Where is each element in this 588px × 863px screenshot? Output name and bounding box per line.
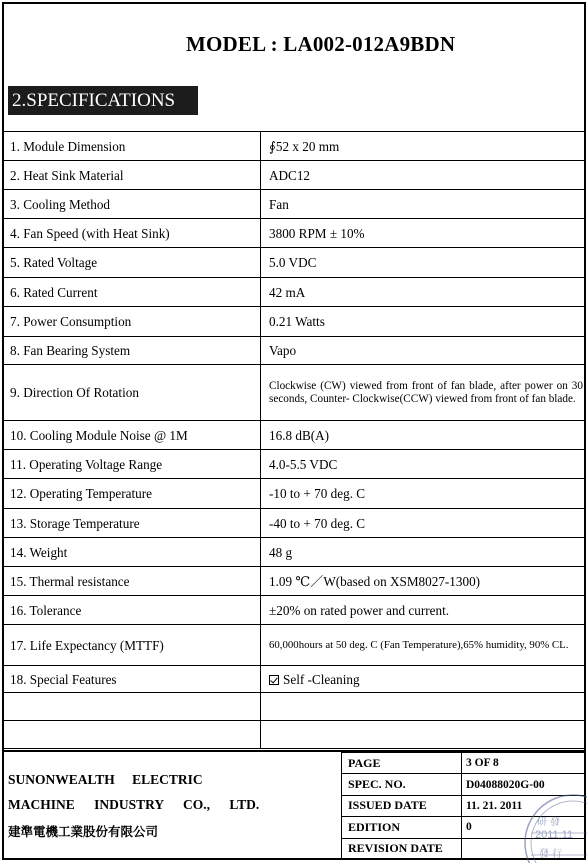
spec-row: [3, 248, 586, 278]
company-name-line1: SUNONWEALTH ELECTRIC: [8, 772, 203, 787]
spec-label: 4. Fan Speed (with Heat Sink): [3, 219, 261, 248]
spec-row: [3, 337, 586, 365]
spec-value: 16.8 dB(A): [261, 421, 586, 450]
info-label: PAGE: [342, 753, 462, 774]
spec-value: 42 mA: [261, 278, 586, 307]
spec-value: Vapo: [261, 337, 586, 365]
spec-label: 7. Power Consumption: [3, 307, 261, 337]
spec-label: 1. Module Dimension: [3, 132, 261, 161]
spec-label: [3, 721, 261, 749]
info-row: [342, 753, 586, 774]
spec-label: 12. Operating Temperature: [3, 479, 261, 509]
spec-value: [261, 693, 586, 721]
spec-value: Fan: [261, 190, 586, 219]
spec-row-empty: [3, 693, 586, 721]
spec-value: [261, 721, 586, 749]
info-value: 0: [462, 817, 586, 838]
spec-label: 16. Tolerance: [3, 596, 261, 625]
spec-row-empty: [3, 721, 586, 749]
spec-row: [3, 625, 586, 666]
spec-value: -10 to + 70 deg. C: [261, 479, 586, 509]
spec-row: [3, 190, 586, 219]
spec-value: 1.09 ℃／W(based on XSM8027-1300): [261, 567, 586, 596]
spec-label: 17. Life Expectancy (MTTF): [3, 625, 261, 666]
spec-row: [3, 161, 586, 190]
spec-label: 6. Rated Current: [3, 278, 261, 307]
spec-label: 10. Cooling Module Noise @ 1M: [3, 421, 261, 450]
spec-value: 60,000hours at 50 deg. C (Fan Temperature),65% humidity, 90% CL.: [261, 625, 586, 666]
spec-row: [3, 509, 586, 538]
spec-value: Clockwise (CW) viewed from front of fan blade, after power on 30 seconds, Counter- Clockwise(CCW) viewed from front of fan blade.: [261, 365, 586, 421]
stamp-text-department: 研 發: [537, 817, 561, 828]
spec-value: 48 g: [261, 538, 586, 567]
specifications-table: [2, 131, 586, 749]
spec-label: 2. Heat Sink Material: [3, 161, 261, 190]
company-name-chinese: 建準電機工業股份有限公司: [8, 824, 159, 839]
spec-label: 14. Weight: [3, 538, 261, 567]
spec-row: [3, 666, 586, 693]
spec-row: [3, 278, 586, 307]
info-label: SPEC. NO.: [342, 774, 462, 795]
spec-label: 13. Storage Temperature: [3, 509, 261, 538]
spec-label: 18. Special Features: [3, 666, 261, 693]
spec-label: 3. Cooling Method: [3, 190, 261, 219]
info-label: ISSUED DATE: [342, 795, 462, 816]
info-value: 3 OF 8: [462, 753, 586, 774]
spec-label: 15. Thermal resistance: [3, 567, 261, 596]
spec-row: [3, 421, 586, 450]
model-title: MODEL : LA002-012A9BDN: [186, 32, 456, 56]
spec-row: [3, 596, 586, 625]
spec-row: [3, 450, 586, 479]
info-value: D04088020G-00: [462, 774, 586, 795]
section-title: 2.SPECIFICATIONS: [8, 86, 198, 115]
spec-value: ±20% on rated power and current.: [261, 596, 586, 625]
stamp-text-date: 2011.11: [535, 829, 574, 841]
spec-row: [3, 132, 586, 161]
spec-value: 3800 RPM ± 10%: [261, 219, 586, 248]
approval-stamp: [523, 793, 587, 863]
spec-row: [3, 538, 586, 567]
spec-value: Self -Cleaning: [283, 671, 360, 687]
spec-label: [3, 693, 261, 721]
spec-value: ∮52 x 20 mm: [261, 132, 586, 161]
spec-value: 0.21 Watts: [261, 307, 586, 337]
info-label: EDITION: [342, 817, 462, 838]
spec-label: 9. Direction Of Rotation: [3, 365, 261, 421]
checkbox-checked-icon: [269, 675, 279, 685]
spec-label: 5. Rated Voltage: [3, 248, 261, 278]
company-name-line2: MACHINE INDUSTRY CO., LTD.: [8, 797, 260, 812]
spec-row: [3, 567, 586, 596]
spec-value-checkbox: [261, 666, 586, 693]
info-value: 11. 21. 2011: [462, 795, 586, 816]
info-label: REVISION DATE: [342, 838, 462, 859]
spec-value: 5.0 VDC: [261, 248, 586, 278]
spec-row: [3, 307, 586, 337]
spec-label: 11. Operating Voltage Range: [3, 450, 261, 479]
spec-value: ADC12: [261, 161, 586, 190]
stamp-text-issue: 發 行: [539, 849, 563, 860]
spec-label: 8. Fan Bearing System: [3, 337, 261, 365]
spec-row: [3, 219, 586, 248]
spec-value: 4.0-5.5 VDC: [261, 450, 586, 479]
spec-row: [3, 479, 586, 509]
spec-row: [3, 365, 586, 421]
spec-value: -40 to + 70 deg. C: [261, 509, 586, 538]
